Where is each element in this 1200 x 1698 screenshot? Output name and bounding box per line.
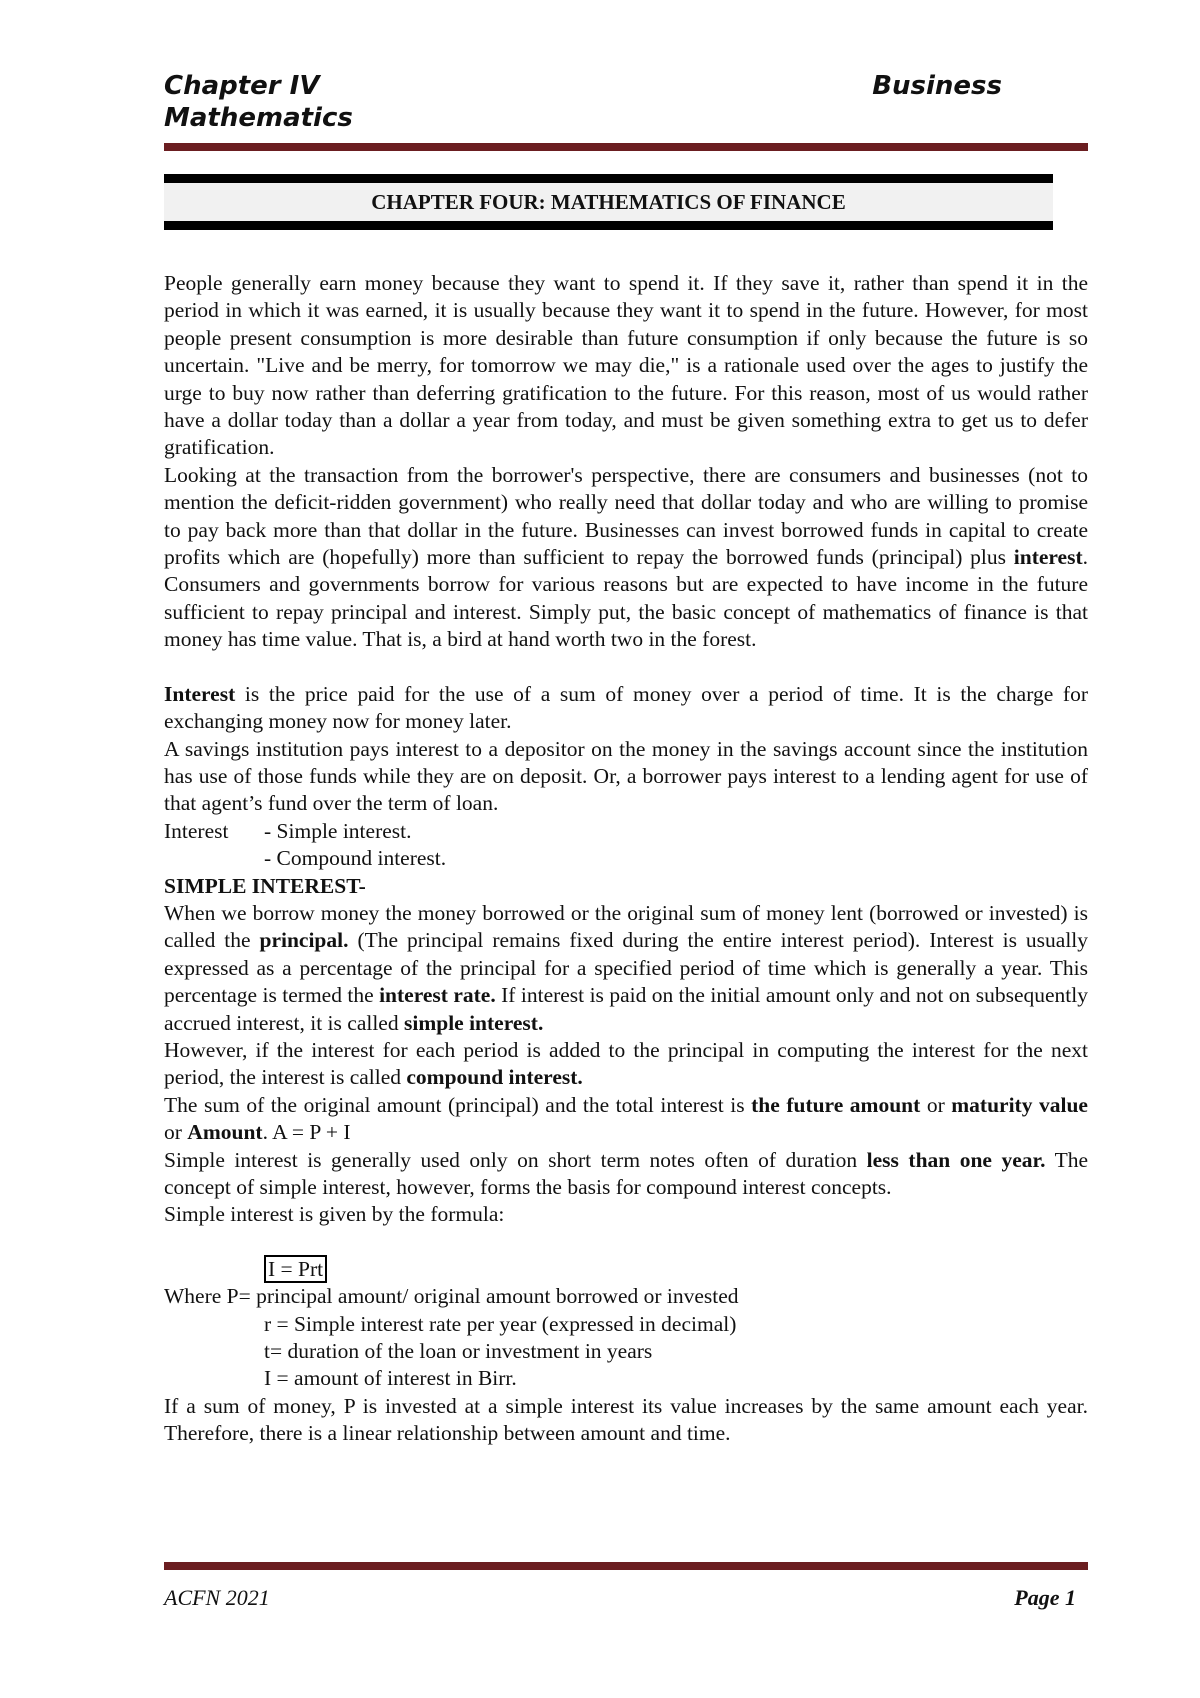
simple-interest-formula: I = Prt bbox=[264, 1255, 327, 1283]
formula-line bbox=[164, 1256, 1088, 1283]
paragraph-compound: However, if the interest for each period is added to the principal in computing the interest for the next period, the interest is called compound interest. bbox=[164, 1037, 1088, 1090]
paragraph-linear: If a sum of money, P is invested at a simple interest its value increases by the same amount each year. Therefore, there is a linear relationship between amount and time. bbox=[164, 1393, 1088, 1446]
interest-types-line1: Interest - Simple interest. bbox=[164, 818, 412, 843]
term-interest: interest bbox=[1013, 545, 1083, 570]
term-compound-interest: compound interest. bbox=[406, 1065, 583, 1090]
where-r: r = Simple interest rate per year (expressed in decimal) bbox=[264, 1311, 737, 1336]
header-subject: Business bbox=[872, 71, 1002, 101]
banner-bottom-bar bbox=[164, 221, 1053, 230]
page-header bbox=[164, 70, 1088, 134]
paragraph-borrower: Looking at the transaction from the borrower's perspective, there are consumers and businesses (not to mention the deficit-ridden government) who really need that dollar today and who are willing to promise to pay back more than that dollar in the future. Businesses can invest borrowed funds in capital to create profits which are (hopefully) more than sufficient to repay the borrowed funds (principal) plus interest. Consumers and governments borrow for various reasons but are expected to have income in the future sufficient to repay principal and interest. Simply put, the basic concept of mathematics of finance is that money has time value. That is, a bird at hand worth two in the forest. bbox=[164, 462, 1088, 652]
where-p: Where P= principal amount/ original amount borrowed or invested bbox=[164, 1284, 739, 1309]
footer-rule bbox=[164, 1562, 1088, 1570]
paragraph-interest-definition: Interest is the price paid for the use of a sum of money over a period of time. It is the charge for exchanging money now for money later. bbox=[164, 681, 1088, 734]
paragraph-intro: People generally earn money because they want to spend it. If they save it, rather than spend it in the period in which it was earned, it is usually because they want it to spend in the future. However, for most people present consumption is more desirable than future consumption if only because the future is so uncertain. "Live and be merry, for tomorrow we may die," is a rationale used over the ages to justify the urge to buy now rather than deferring gratification to the future. For this reason, most of us would rather have a dollar today than a dollar a year from today, and must be given something extra to get us to defer gratification. bbox=[164, 271, 1088, 460]
where-i: I = amount of interest in Birr. bbox=[264, 1366, 517, 1391]
body-content bbox=[164, 270, 1088, 1448]
page-footer bbox=[164, 1584, 1088, 1612]
where-t: t= duration of the loan or investment in years bbox=[264, 1339, 653, 1364]
interest-types-line2: - Compound interest. bbox=[264, 846, 447, 871]
paragraph-principal: When we borrow money the money borrowed or the original sum of money lent (borrowed or invested) is called the principal. (The principal remains fixed during the entire interest period). Interest is usually expressed as a percentage of the principal for a specified period of time which is generally a year. This percentage is termed the interest rate. If interest is paid on the initial amount only and not on subsequently accrued interest, it is called simple interest. bbox=[164, 900, 1089, 1035]
term-simple-interest: simple interest. bbox=[403, 1010, 544, 1035]
paragraph-future-amount: The sum of the original amount (principal) and the total interest is the future amount or maturity value or Amount. A = P + I bbox=[164, 1092, 1088, 1145]
term-future-amount: the future amount bbox=[751, 1092, 921, 1117]
header-chapter-subject-cont: Mathematics bbox=[164, 103, 353, 133]
paragraph-short-term: Simple interest is generally used only on short term notes often of duration less than one year. The concept of simple interest, however, forms the basis for compound interest concepts. bbox=[164, 1147, 1089, 1199]
term-maturity-value: maturity value bbox=[951, 1092, 1088, 1117]
term-less-than-one-year: less than one year. bbox=[866, 1147, 1046, 1172]
footer-course: ACFN 2021 bbox=[164, 1585, 270, 1610]
banner-top-bar bbox=[164, 174, 1053, 183]
term-amount: Amount bbox=[187, 1120, 263, 1145]
term-principal: principal. bbox=[259, 928, 349, 953]
formula-intro: Simple interest is given by the formula: bbox=[164, 1202, 505, 1227]
section-heading-simple-interest: SIMPLE INTEREST- bbox=[164, 873, 366, 898]
header-chapter: Chapter IV bbox=[164, 71, 320, 101]
page-number: Page 1 bbox=[1014, 1585, 1076, 1610]
paragraph-savings: A savings institution pays interest to a depositor on the money in the savings account since the institution has use of those funds while they are on deposit. Or, a borrower pays interest to a lending agent for use of that agent’s fund over the term of loan. bbox=[164, 736, 1088, 816]
term-interest-def: Interest bbox=[164, 681, 236, 706]
chapter-title: CHAPTER FOUR: MATHEMATICS OF FINANCE bbox=[371, 190, 846, 214]
term-interest-rate: interest rate. bbox=[379, 983, 496, 1008]
header-rule bbox=[164, 143, 1088, 151]
